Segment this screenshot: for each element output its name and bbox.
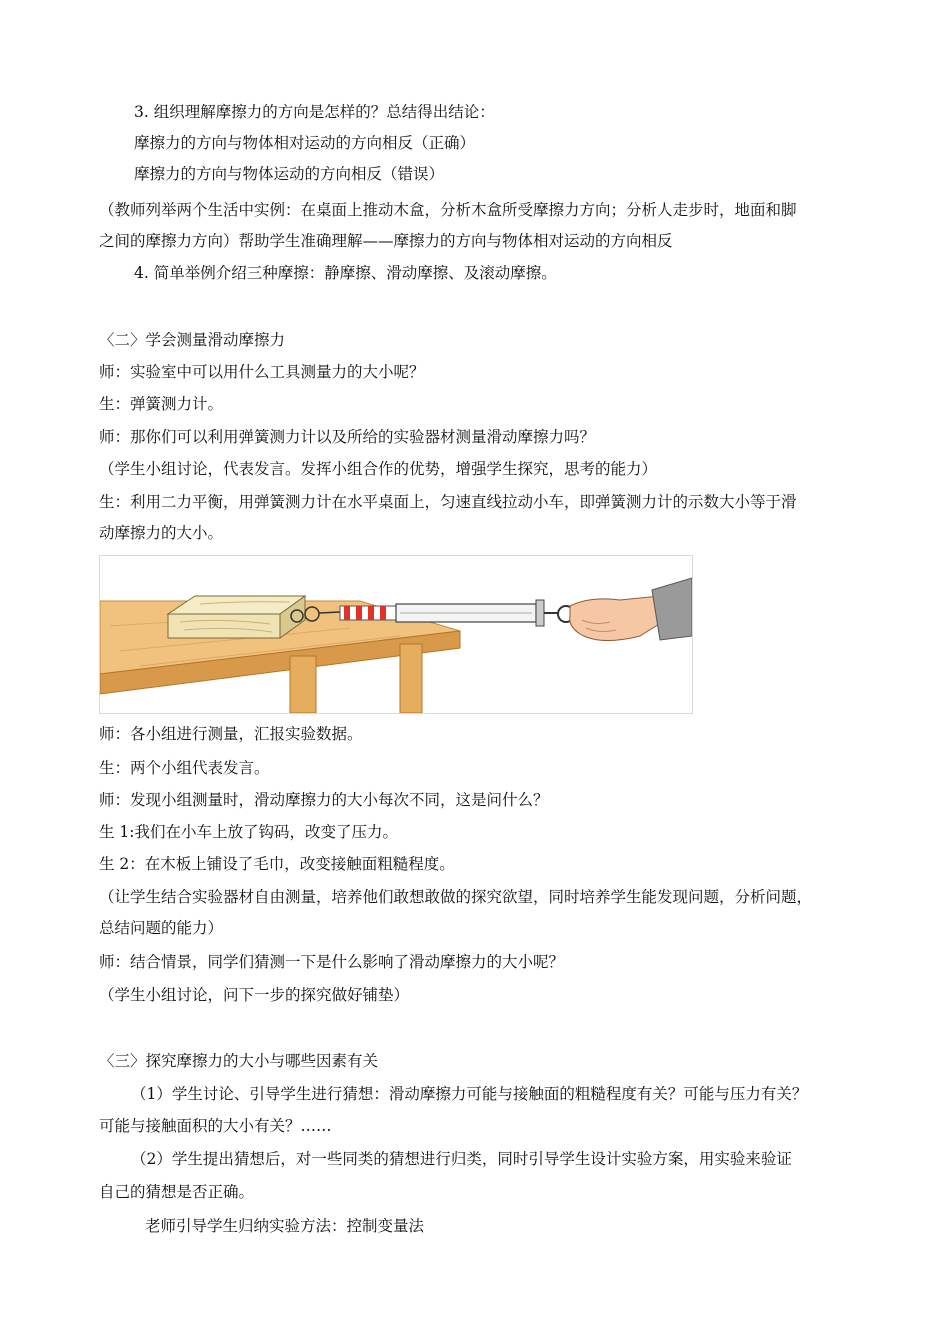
dialogue-line: （学生小组讨论，问下一步的探究做好铺垫） xyxy=(99,986,410,1004)
dialogue-line: 师：那你们可以利用弹簧测力计以及所给的实验器材测量滑动摩擦力吗？ xyxy=(99,428,596,446)
section-heading-2: 〈二〉学会测量滑动摩擦力 xyxy=(99,331,286,349)
dialogue-line: 总结问题的能力） xyxy=(99,919,224,937)
dialogue-line: 生 2：在木板上铺设了毛巾，改变接触面粗糙程度。 xyxy=(99,855,455,873)
dialogue-line: 师：各小组进行测量，汇报实验数据。 xyxy=(99,725,363,743)
dialogue-line: 生：弹簧测力计。 xyxy=(99,395,224,413)
dialogue-line: 师：实验室中可以用什么工具测量力的大小呢？ xyxy=(99,363,425,381)
hand-icon xyxy=(570,578,692,641)
teacher-note-line2: 之间的摩擦力方向）帮助学生准确理解——摩擦力的方向与物体相对运动的方向相反 xyxy=(99,232,673,250)
dialogue-line: 师：结合情景，同学们猜测一下是什么影响了滑动摩擦力的大小呢？ xyxy=(99,953,565,971)
wooden-block xyxy=(168,596,305,638)
paragraph-2-line2: 自己的猜想是否正确。 xyxy=(99,1183,255,1201)
dialogue-line: 动摩擦力的大小。 xyxy=(99,524,224,542)
dialogue-line: （让学生结合实验器材自由测量，培养他们敢想敢做的探究欲望，同时培养学生能发现问题，分析问题， xyxy=(99,888,813,906)
dialogue-line: 师：发现小组测量时，滑动摩擦力的大小每次不同，这是问什么？ xyxy=(99,791,549,809)
table-leg xyxy=(400,644,422,713)
dialogue-line: 生：利用二力平衡，用弹簧测力计在水平桌面上，匀速直线拉动小车，即弹簧测力计的示数大小等于滑 xyxy=(99,493,797,511)
conclusion-correct: 摩擦力的方向与物体相对运动的方向相反（正确） xyxy=(134,134,476,152)
list-item-4: 4. 简单举例介绍三种摩擦：静摩擦、滑动摩擦、及滚动摩擦。 xyxy=(134,264,557,282)
method-line: 老师引导学生归纳实验方法：控制变量法 xyxy=(145,1217,425,1235)
list-item-3: 3. 组织理解摩擦力的方向是怎样的？总结得出结论： xyxy=(134,103,495,121)
dialogue-line: （学生小组讨论，代表发言。发挥小组合作的优势，增强学生探究，思考的能力） xyxy=(99,460,658,478)
spring-stripes xyxy=(340,606,396,620)
paragraph-1-line1: （1）学生讨论、引导学生进行猜想：滑动摩擦力可能与接触面的粗糙程度有关？可能与压力有关？ xyxy=(131,1085,808,1103)
table-leg xyxy=(290,656,316,713)
spring-scale xyxy=(396,600,574,626)
paragraph-1-line2: 可能与接触面积的大小有关？…… xyxy=(99,1117,332,1135)
paragraph-2-line1: （2）学生提出猜想后，对一些同类的猜想进行归类，同时引导学生设计实验方案，用实验来验证 xyxy=(131,1150,792,1168)
dialogue-line: 生 1:我们在小车上放了钩码，改变了压力。 xyxy=(99,823,399,841)
conclusion-wrong: 摩擦力的方向与物体运动的方向相反（错误） xyxy=(134,165,445,183)
experiment-illustration xyxy=(99,555,693,714)
teacher-note-line1: （教师列举两个生活中实例：在桌面上推动木盒，分析木盒所受摩擦力方向；分析人走步时，地面和脚 xyxy=(99,201,797,219)
dialogue-line: 生：两个小组代表发言。 xyxy=(99,759,270,777)
section-heading-3: 〈三〉探究摩擦力的大小与哪些因素有关 xyxy=(99,1052,379,1070)
